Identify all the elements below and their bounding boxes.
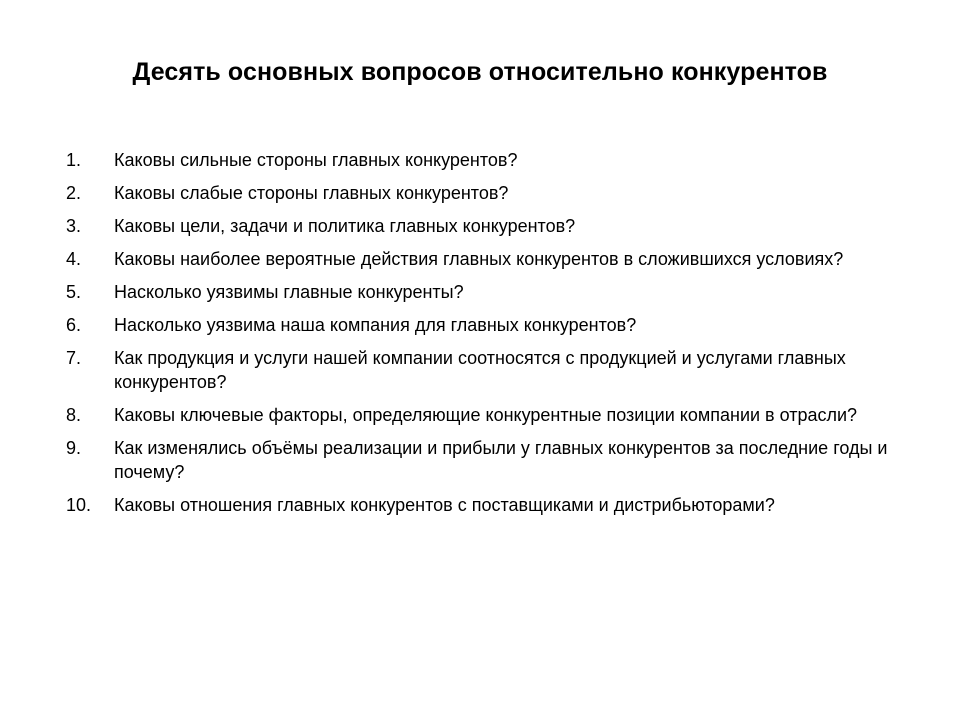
list-item xyxy=(66,280,926,304)
item-number: 10. xyxy=(66,495,92,515)
list-item xyxy=(66,403,926,427)
item-number: 6. xyxy=(66,315,82,335)
list-item xyxy=(66,346,926,394)
item-text: Каковы наиболее вероятные действия главных конкурентов в сложившихся условиях? xyxy=(114,249,844,269)
item-number: 1. xyxy=(66,150,82,170)
list-item xyxy=(66,181,926,205)
item-number: 5. xyxy=(66,282,82,302)
item-text: Насколько уязвима наша компания для главных конкурентов? xyxy=(114,315,637,335)
item-text: Как изменялись объёмы реализации и прибыли у главных конкурентов за последние годы и почему? xyxy=(114,438,888,482)
item-text: Насколько уязвимы главные конкуренты? xyxy=(114,282,464,302)
item-text: Каковы отношения главных конкурентов с поставщиками и дистрибьюторами? xyxy=(114,495,775,515)
item-number: 4. xyxy=(66,249,82,269)
item-text: Каковы цели, задачи и политика главных конкурентов? xyxy=(114,216,576,236)
list-item xyxy=(66,313,926,337)
item-number: 7. xyxy=(66,348,82,368)
list-item xyxy=(66,436,926,484)
item-text: Каковы ключевые факторы, определяющие конкурентные позиции компании в отрасли? xyxy=(114,405,858,425)
list-item xyxy=(66,214,926,238)
list-item xyxy=(66,148,926,172)
list-item xyxy=(66,247,926,271)
item-number: 8. xyxy=(66,405,82,425)
item-text: Каковы слабые стороны главных конкурентов? xyxy=(114,183,509,203)
item-number: 9. xyxy=(66,438,82,458)
item-number: 3. xyxy=(66,216,82,236)
item-text: Как продукция и услуги нашей компании соотносятся с продукцией и услугами главных конкурентов? xyxy=(114,348,846,392)
slide-title: Десять основных вопросов относительно конкурентов xyxy=(132,58,828,86)
item-text: Каковы сильные стороны главных конкурентов? xyxy=(114,150,518,170)
item-number: 2. xyxy=(66,183,82,203)
list-item xyxy=(66,493,926,517)
questions-list xyxy=(66,148,926,526)
